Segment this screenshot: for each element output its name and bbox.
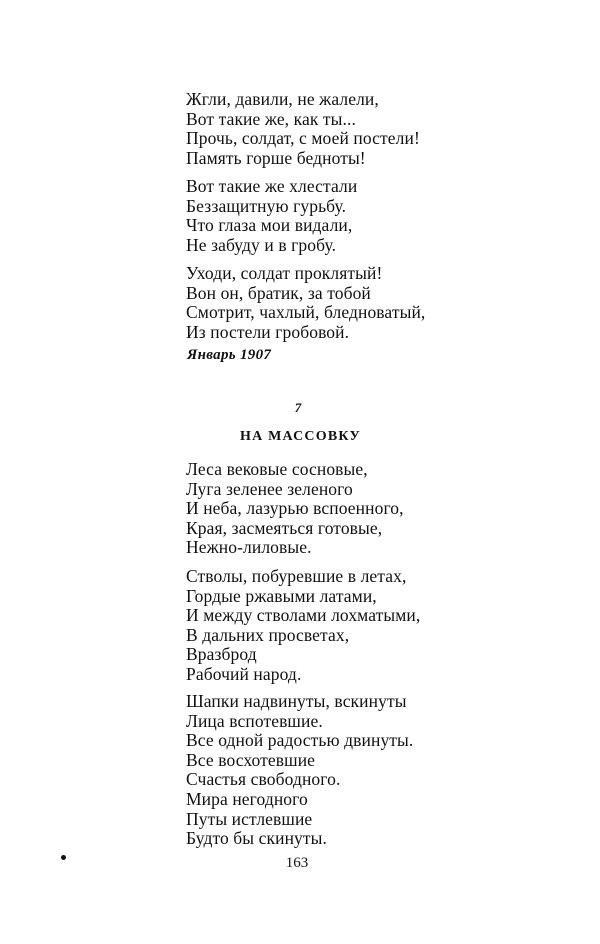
verse-line: Что глаза мои видали,: [186, 215, 353, 236]
stanza-3: [186, 264, 425, 342]
verse-line: Смотрит, чахлый, бледноватый,: [186, 302, 426, 323]
verse-line: Вот такие же хлестали: [186, 176, 358, 196]
verse-line: Края, засмеяться готовые,: [186, 517, 383, 538]
verse-line: Шапки надвинуты, вскинуты: [186, 691, 407, 711]
verse-line: Вразброд: [186, 644, 257, 665]
stanza-4: [186, 460, 404, 558]
verse-line: Стволы, побуревшие в летах,: [186, 566, 407, 586]
stanza-5: [186, 567, 420, 685]
page-number-text: 163: [285, 855, 309, 871]
verse-line: Вот такие же, как ты...: [186, 108, 356, 129]
verse-line: Рабочий народ.: [186, 663, 302, 684]
page-number: [0, 855, 600, 872]
verse-line: Жгли, давили, не жалели,: [186, 89, 379, 109]
verse-line: Мира негодного: [186, 788, 308, 809]
verse-line: Уходи, солдат проклятый!: [186, 263, 383, 283]
verse-line: Леса вековые сосновые,: [186, 459, 368, 479]
verse-line: В дальних просветах,: [186, 624, 350, 645]
verse-line: Луга зеленее зеленого: [186, 478, 353, 499]
verse-line: Будто бы скинуты.: [186, 828, 327, 849]
poem-number: [0, 400, 600, 416]
verse-line: Счастья свободного.: [186, 769, 341, 790]
poem-title: НА МАССОВКУ: [240, 429, 361, 444]
verse-line: Из постели гробовой.: [186, 321, 350, 342]
verse-line: Все восхотевшие: [186, 749, 316, 770]
stanza-2: [186, 177, 357, 255]
verse-line: Не забуду и в гробу.: [186, 234, 337, 255]
verse-line: Прочь, солдат, с моей постели!: [186, 128, 420, 149]
verse-line: Память горше бедноты!: [186, 147, 366, 168]
verse-line: Все одной радостью двинуты.: [186, 730, 414, 751]
verse-line: Путы истлевшие: [186, 808, 313, 829]
verse-line: Лица вспотевшие.: [186, 710, 323, 731]
stanza-1: [186, 90, 420, 168]
verse-line: И неба, лазурью вспоенного,: [186, 498, 404, 519]
stanza-6: [186, 692, 413, 849]
verse-line: И между стволами лохматыми,: [186, 605, 421, 626]
verse-line: Нежно-лиловые.: [186, 537, 312, 558]
verse-line: Беззащитную гурьбу.: [186, 195, 347, 216]
poem-date: Январь 1907: [187, 347, 272, 363]
verse-line: Гордые ржавыми латами,: [186, 585, 377, 606]
verse-line: Вон он, братик, за тобой: [186, 282, 371, 303]
poem-number-text: 7: [294, 400, 302, 415]
